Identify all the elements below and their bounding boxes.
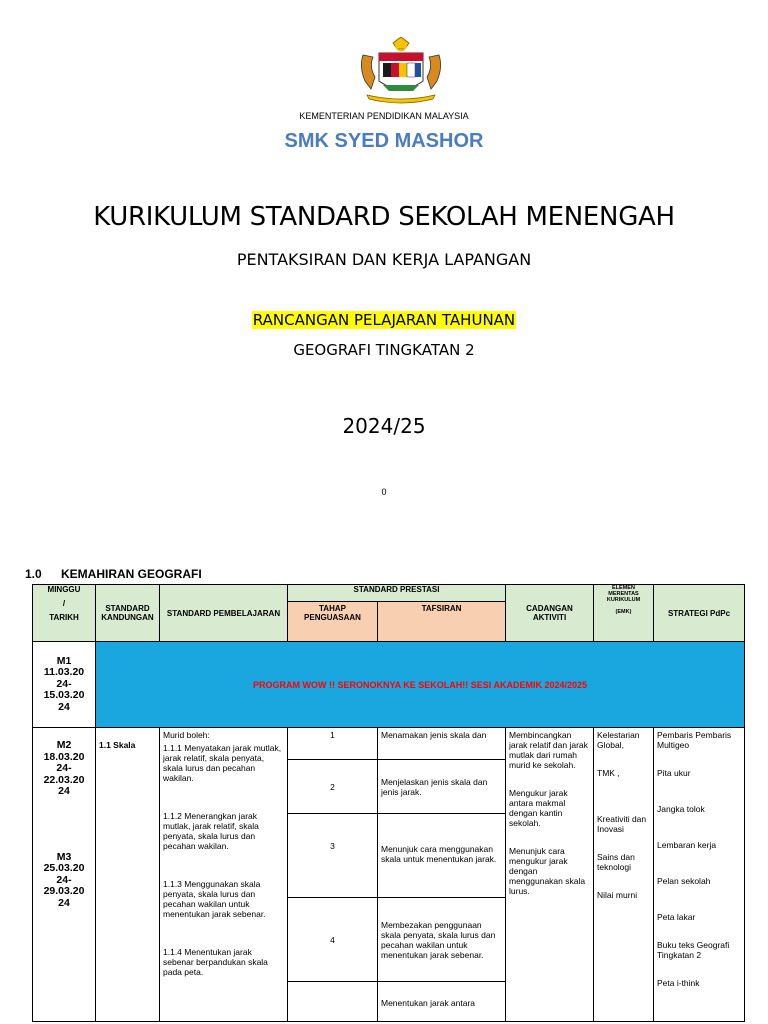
banner-row [33, 642, 745, 728]
week-cell-m2-m3 [33, 728, 96, 1022]
strategy-item: Pembaris Pembaris Multigeo [657, 730, 732, 750]
interpretation-cell: Menentukan jarak antara [378, 982, 506, 1022]
section-number: 1.0 [25, 567, 42, 581]
header-learning-standard: STANDARD PEMBELAJARAN [160, 585, 288, 642]
learning-intro: Murid boleh: [163, 730, 210, 740]
week-date: 15.03.20 [43, 689, 85, 702]
mastery-level-cell [288, 982, 378, 1022]
week-label: M1 [56, 654, 72, 667]
emk-item: Kelestarian Global, [597, 730, 640, 750]
interpretation-cell: Menjelaskan jenis skala dan jenis jarak. [378, 760, 506, 814]
header-strategy: STRATEGI PdPc [654, 585, 745, 642]
header-performance-standard: STANDARD PRESTASI [288, 585, 506, 602]
activity-item: Mengukur jarak antara makmal dengan kantin sekolah. [509, 788, 568, 828]
learning-item: 1.1.2 Menerangkan jarak mutlak, jarak relatif, skala penyata, skala lurus dan pecahan wakilan. [163, 811, 259, 851]
week-date: 24- [56, 873, 72, 886]
activity-item: Membincangkan jarak relatif dan jarak mutlak dari rumah murid ke sekolah. [509, 730, 588, 770]
header-activities: CADANGAN AKTIVITI [506, 585, 594, 642]
strategy-item: Lembaran kerja [657, 840, 717, 850]
emk-item: Nilai murni [597, 890, 638, 900]
header-content-standard: STANDARD KANDUNGAN [96, 585, 160, 642]
header-emk-abbr: (EMK) [615, 609, 632, 615]
activities-cell [506, 728, 594, 1022]
week-cell-m1 [33, 642, 96, 728]
plan-title-text: RANCANGAN PELAJARAN TAHUNAN [252, 311, 516, 329]
header-week [33, 585, 96, 642]
week-date: 18.03.20 [43, 750, 85, 763]
curriculum-title: KURIKULUM STANDARD SEKOLAH MENENGAH [93, 202, 675, 232]
header-emk [594, 585, 654, 642]
interpretation-cell: Membezakan penggunaan skala penyata, skala lurus dan pecahan wakilan untuk menentukan jarak sebenar. [378, 898, 506, 982]
strategy-item: Buku teks Geografi Tingkatan 2 [657, 940, 730, 960]
mastery-level-cell: 4 [288, 898, 378, 982]
program-banner: PROGRAM WOW !! SERONOKNYA KE SEKOLAH!! SESI AKADEMIK 2024/2025 [96, 642, 745, 728]
week-label: M2 [56, 739, 72, 751]
mastery-level-cell: 2 [288, 760, 378, 814]
week-date: 11.03.20 [43, 666, 85, 679]
subject-grade: GEOGRAFI TINGKATAN 2 [293, 341, 475, 359]
header-row-1 [33, 585, 745, 602]
week-label: M3 [56, 850, 72, 863]
header-emk-title: ELEMEN MERENTAS KURIKULUM [606, 585, 641, 603]
ministry-name: KEMENTERIAN PENDIDIKAN MALAYSIA [299, 111, 469, 121]
strategy-item: Pelan sekolah [657, 876, 711, 886]
strategy-cell [654, 728, 745, 1022]
coat-of-arms-emblem [353, 37, 449, 107]
week-date: 25.03.20 [43, 862, 85, 874]
header-interpretation: TAFSIRAN [378, 602, 506, 642]
emk-item: TMK , [597, 768, 620, 778]
content-standard-cell: 1.1 Skala [96, 728, 160, 1022]
school-name: SMK SYED MASHOR [284, 130, 484, 152]
week-date: 24- [56, 762, 72, 774]
strategy-item: Jangka tolok [657, 804, 705, 814]
week-date: 22.03.20 [43, 773, 85, 786]
week-date: 24 [58, 896, 70, 909]
strategy-item: Peta lakar [657, 912, 696, 922]
section-title: KEMAHIRAN GEOGRAFI [61, 567, 202, 581]
header-week-top: MINGGU [47, 585, 81, 594]
session-year: 2024/25 [342, 414, 426, 438]
emk-item: Kreativiti dan Inovasi [597, 814, 647, 834]
strategy-item: Pita ukur [657, 768, 691, 778]
week-date: 24 [58, 785, 70, 797]
strategy-item: Peta i-think [657, 978, 700, 988]
header-week-slash: / [62, 599, 66, 608]
section-heading [25, 567, 202, 581]
emk-cell [594, 728, 654, 1022]
yearly-plan-table [32, 584, 745, 1022]
mastery-level-cell: 1 [288, 728, 378, 760]
plan-title [0, 311, 768, 329]
content-row [33, 728, 745, 760]
learning-item: 1.1.3 Menggunakan skala penyata, skala lurus dan pecahan wakilan untuk menentukan jarak sebenar. [163, 879, 266, 919]
interpretation-cell: Menunjuk cara menggunakan skala untuk menentukan jarak. [378, 814, 506, 898]
week-date: 24 [58, 700, 70, 713]
activity-item: Menunjuk cara mengukur jarak dengan menggunakan skala lurus. [509, 846, 586, 896]
learning-item: 1.1.1 Menyatakan jarak mutlak, jarak relatif, skala penyata, skala lurus dan pecahan wakilan. [163, 743, 282, 783]
page-marker: 0 [381, 487, 387, 497]
header-week-bottom: TARIKH [49, 613, 79, 622]
header-mastery-level: TAHAP PENGUASAAN [288, 602, 378, 642]
interpretation-cell: Menamakan jenis skala dan [378, 728, 506, 760]
subject-title: PENTAKSIRAN DAN KERJA LAPANGAN [236, 250, 532, 269]
emk-item: Sains dan teknologi [597, 852, 635, 872]
mastery-level-cell: 3 [288, 814, 378, 898]
learning-standard-cell [160, 728, 288, 1022]
learning-item: 1.1.4 Menentukan jarak sebenar berpandukan skala pada peta. [163, 947, 268, 977]
week-date: 29.03.20 [43, 885, 85, 897]
week-date: 24- [56, 677, 72, 690]
